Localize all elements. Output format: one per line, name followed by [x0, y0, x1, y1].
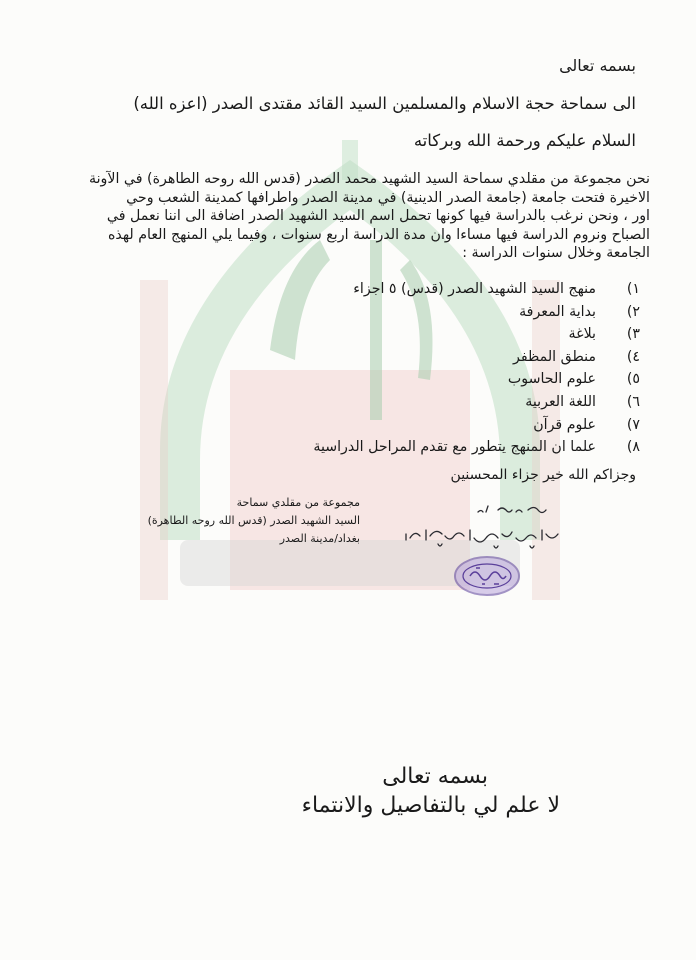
list-item: [80, 371, 640, 394]
body-line: الصباح ونروم الدراسة فيها مساءا وان مدة الدراسة اربع سنوات ، وفيما يلي المنهج العام لهذه: [107, 226, 650, 243]
handwritten-reply: [398, 500, 568, 560]
list-number: ٨): [626, 439, 640, 456]
body-line: الاخيرة فتحت جامعة (جامعة الصدر الدينية) في مدينة الصدر واطرافها كمدينة الشعب وحي: [126, 189, 650, 206]
transcription-title: بسمه تعالى: [382, 764, 488, 789]
list-item: [80, 304, 640, 327]
list-text: بداية المعرفة: [519, 303, 596, 320]
closing-line: وجزاكم الله خير جزاء المحسنين: [450, 467, 636, 483]
body-paragraph: [54, 170, 650, 263]
signature-line: بغداد/مدينة الصدر: [279, 532, 360, 545]
greeting-line: السلام عليكم ورحمة الله وبركاته: [413, 131, 636, 150]
list-item: [80, 349, 640, 372]
list-text: علما ان المنهج يتطور مع تقدم المراحل الدراسية: [313, 439, 596, 456]
list-number: ٥): [626, 371, 640, 388]
list-number: ١): [626, 281, 640, 297]
list-text: اللغة العربية: [525, 393, 596, 410]
seal-stamp: [452, 554, 522, 598]
addressee-line: الى سماحة حجة الاسلام والمسلمين السيد القائد مقتدى الصدر (اعزه الله): [133, 94, 636, 113]
signature-block: [147, 494, 360, 548]
list-number: ٦): [626, 393, 640, 410]
body-line: الجامعة وخلال سنوات الدراسة :: [462, 245, 650, 262]
list-text: علوم الحاسوب: [507, 371, 596, 388]
list-number: ٤): [626, 348, 640, 365]
list-number: ٣): [626, 326, 640, 343]
signature-line: السيد الشهيد الصدر (قدس الله روحه الطاهرة): [147, 514, 360, 527]
opening-basmala: بسمه تعالى: [559, 56, 636, 75]
list-item: [80, 439, 640, 462]
list-item: [80, 394, 640, 417]
list-item: [80, 281, 640, 304]
signature-line: مجموعة من مقلدي سماحة: [236, 496, 360, 509]
body-line: اور ، ونحن نرغب بالدراسة فيها كونها تحمل اسم السيد الشهيد الصدر اضافة الى اننا نعمل في: [106, 208, 650, 225]
list-text: بلاغة: [568, 326, 596, 343]
transcription-line: لا علم لي بالتفاصيل والانتماء: [301, 793, 560, 818]
list-text: منهج السيد الشهيد الصدر (قدس) ٥ اجزاء: [353, 281, 596, 297]
list-text: منطق المظفر: [513, 348, 596, 365]
list-number: ٢): [626, 303, 640, 320]
list-item: [80, 326, 640, 349]
body-line: نحن مجموعة من مقلدي سماحة السيد الشهيد محمد الصدر (قدس الله روحه الطاهرة) في الآونة: [88, 171, 650, 187]
list-text: علوم قرآن: [533, 416, 596, 433]
list-number: ٧): [626, 416, 640, 433]
list-item: [80, 417, 640, 440]
curriculum-list: [80, 281, 640, 462]
